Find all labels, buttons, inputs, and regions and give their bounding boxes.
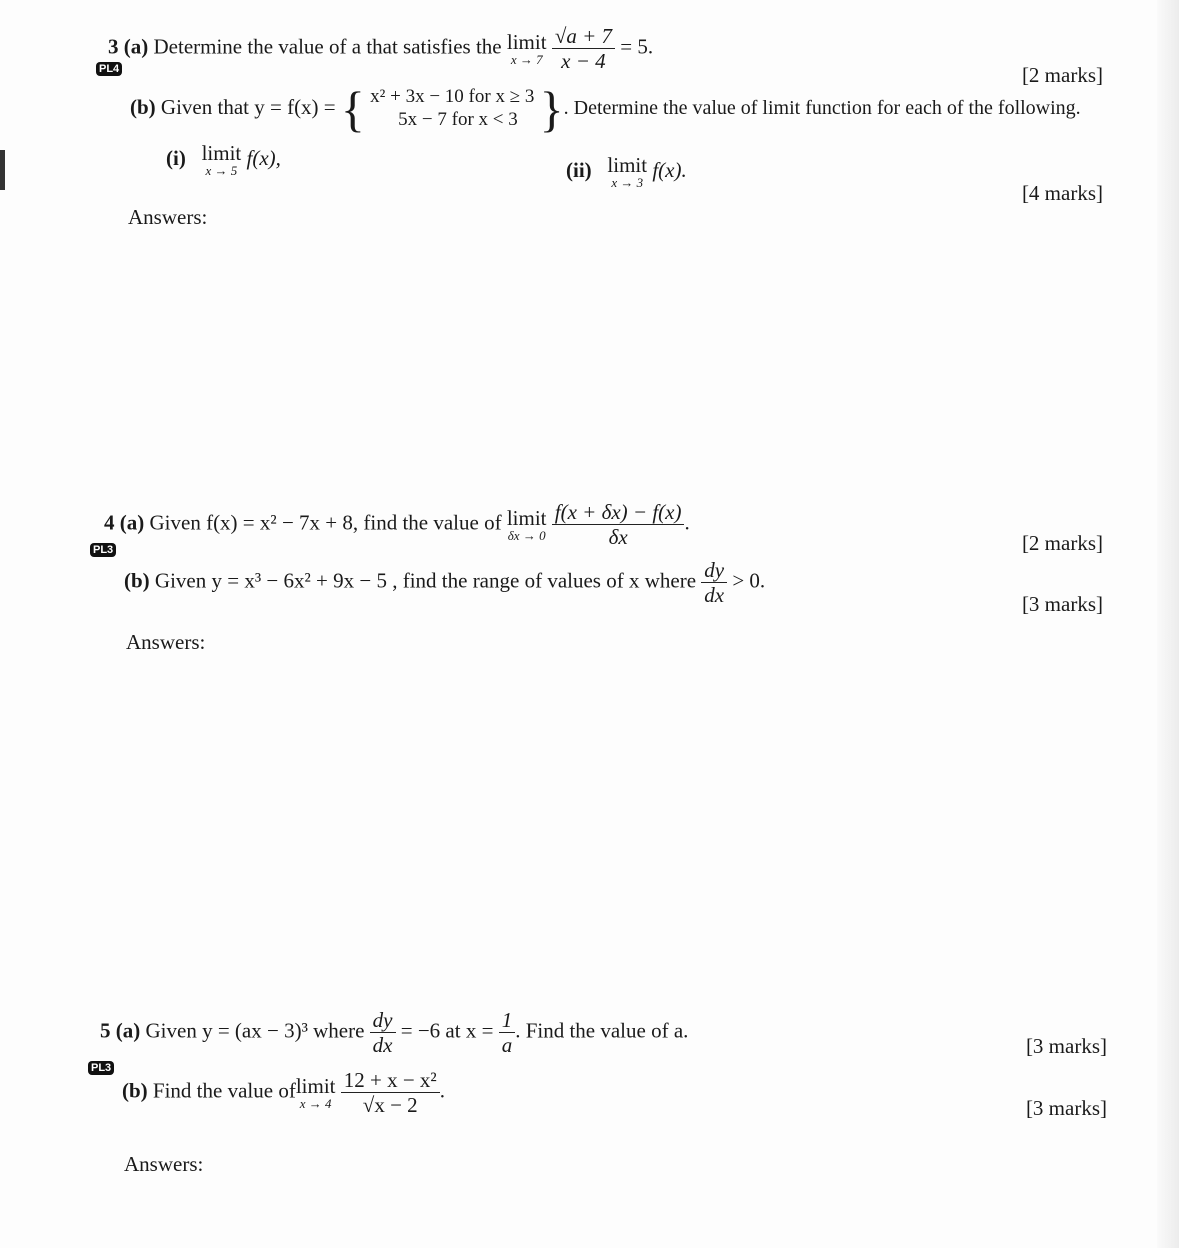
equation-mid: = −6 at x = (400, 1018, 494, 1043)
q4-b-line (124, 558, 765, 607)
q5-a-line (100, 1008, 688, 1057)
marks: [2 marks] (1021, 63, 1103, 87)
fraction: $\frac{1}{a}$ (499, 1008, 516, 1057)
part-label: (a) (119, 510, 145, 535)
marks: [3 marks] (1025, 1096, 1107, 1120)
limit-operator: limit δx → 0 (506, 505, 547, 543)
right-brace: } (539, 81, 564, 137)
marks: [3 marks] (1021, 592, 1103, 616)
part-label: (a) (123, 34, 149, 59)
question-text: Find the value of (152, 1078, 296, 1103)
equation-tail: = 5. (620, 34, 654, 59)
subpart-label: (ii) (566, 157, 592, 182)
question-text: . Determine the value of limit function for each of the following. (563, 96, 1081, 119)
question-number: 5 (100, 1018, 111, 1043)
part-label: (b) (130, 94, 156, 119)
fraction: $\frac{\text{12 + x − x²}}{√x - 2}$ (341, 1068, 440, 1117)
equation-tail: . (684, 510, 690, 535)
part-label: (b) (122, 1078, 148, 1103)
equation-tail: > 0. (732, 568, 766, 593)
limit-operator: limit x → 5 (201, 141, 242, 178)
function: f(x). (652, 157, 687, 182)
q5-b-line (122, 1068, 445, 1117)
question-text: Determine the value of a that satisfies the (153, 34, 502, 59)
fraction: $\frac{√a + 7}{x - 4}$ (552, 24, 615, 73)
question-text: Given f(x) = x² − 7x + 8, find the value of (149, 510, 502, 535)
question-number: 3 (108, 34, 119, 59)
pl-badge: PL4 (96, 62, 122, 76)
question-text: . Find the value of a. (515, 1018, 689, 1043)
function: f(x), (246, 145, 281, 170)
question-number: 4 (104, 510, 115, 535)
marks: [3 marks] (1025, 1034, 1107, 1058)
pl-badge: PL3 (88, 1061, 114, 1075)
pl-badge: PL3 (90, 543, 116, 557)
question-text: Given y = x³ − 6x² + 9x − 5 , find the range of values of x where (154, 568, 697, 593)
q3-b-ii (566, 155, 687, 189)
limit-operator: limit x → 7 (506, 29, 547, 67)
piecewise-cases: x² + 3x − 10 for x ≥ 3 5x − 7 for x < 3 (370, 86, 535, 130)
part-label: (a) (115, 1018, 141, 1043)
answers-label: Answers: (128, 205, 208, 229)
q3-b-i (166, 143, 281, 177)
part-label: (b) (124, 568, 150, 593)
marks: [2 marks] (1021, 531, 1103, 555)
limit-operator: limit x → 4 (295, 1073, 336, 1111)
left-brace: { (340, 81, 365, 137)
q3-b-line (130, 81, 1081, 137)
q3-a-line (108, 24, 653, 73)
marks: [4 marks] (1021, 181, 1103, 205)
derivative-fraction: $\frac{dy}{dx}$ (370, 1008, 396, 1057)
derivative-fraction: $\frac{dy}{dx}$ (701, 558, 727, 607)
question-text: Given y = (ax − 3)³ where (145, 1018, 365, 1043)
fraction: $\frac{f(x + \delta x) - f(x)}{\delta x}$ (552, 500, 685, 549)
subpart-label: (i) (166, 145, 186, 170)
answers-label: Answers: (124, 1152, 204, 1176)
limit-operator: limit x → 3 (607, 153, 648, 190)
scan-mark (0, 150, 5, 190)
question-text: Given that y = f(x) = (160, 94, 336, 119)
q4-a-line (104, 500, 690, 549)
page-edge-shadow (1157, 0, 1179, 1248)
equation-tail: . (439, 1078, 445, 1103)
answers-label: Answers: (126, 630, 206, 654)
